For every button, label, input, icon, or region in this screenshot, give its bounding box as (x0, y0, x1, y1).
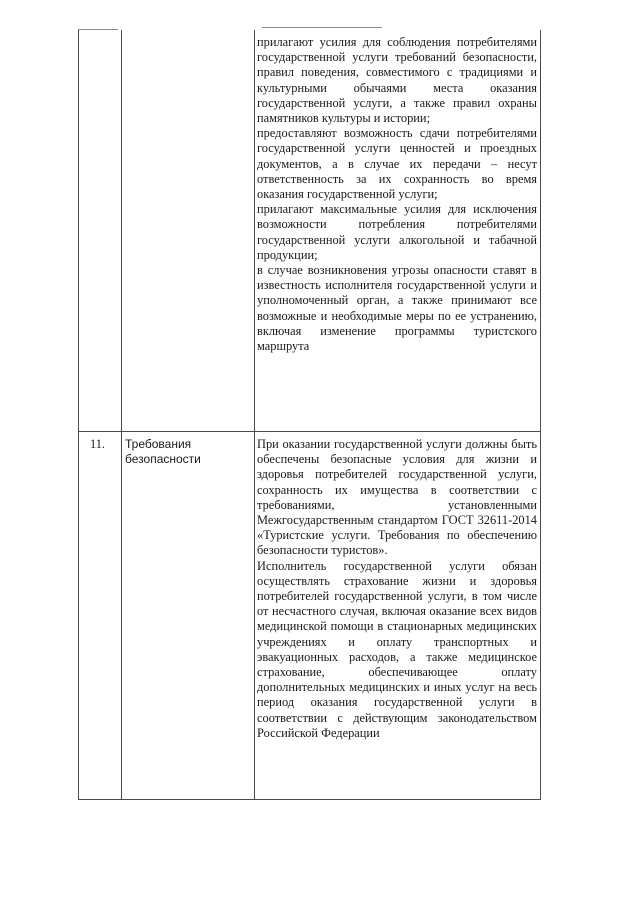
scan-mark-top-right (262, 27, 382, 28)
scan-mark-top-left (78, 29, 118, 30)
table-border-col1 (121, 30, 122, 800)
row-label: Требования безопасности (125, 437, 201, 467)
paragraph: прилагают максимальные усилия для исключения возможности потребления потребителями государственной услуги алкогольной и табачной продукции; (257, 202, 537, 262)
paragraph: При оказании государственной услуги должны быть обеспечены безопасные условия для жизни и здоровья потребителей государственной услуги, сохранность их имущества в соответствии с требованиями, установленными Межгосударственным стандартом ГОСТ 32611-2014 «Туристские услуги. Требования по обеспечению безопасности туристов». (257, 437, 537, 558)
paragraph: предоставляют возможность сдачи потребителями государственной услуги ценностей и проездных документов, а в случае их передачи – несут ответственность за их сохранность во время оказания государственной услуги; (257, 126, 537, 202)
table-border-right (540, 30, 541, 800)
paragraph: в случае возникновения угрозы опасности ставят в известность исполнителя государственной услуги и уполномоченный орган, а также принимают все возможные и необходимые меры по ее устранению, включая изменение программы туристского маршрута (257, 263, 537, 354)
table-border-bottom (78, 799, 541, 800)
table-row-divider (78, 431, 541, 432)
table-border-left (78, 30, 79, 800)
table-row-continuation-content (257, 35, 537, 354)
paragraph: Исполнитель государственной услуги обязан осуществлять страхование жизни и здоровья потребителей государственной услуги, в том числе от несчастного случая, включая оказание всех видов медицинской помощи в стационарных медицинских учреждениях и оплату транспортных и эвакуационных расходов, а также медицинское страхование, обеспечивающее оплату дополнительных медицинских и иных услуг на весь период оказания государственной услуги в соответствии с действующим законодательством Российской Федерации (257, 558, 537, 740)
table-border-col2 (254, 30, 255, 800)
table-row-11-content (257, 437, 537, 741)
row-number: 11. (90, 437, 106, 451)
paragraph: прилагают усилия для соблюдения потребителями государственной услуги требований безопасности, правил поведения, совместимого с традициями и культурными обычаями места оказания государственной услуги, а также правил охраны памятников культуры и истории; (257, 35, 537, 126)
